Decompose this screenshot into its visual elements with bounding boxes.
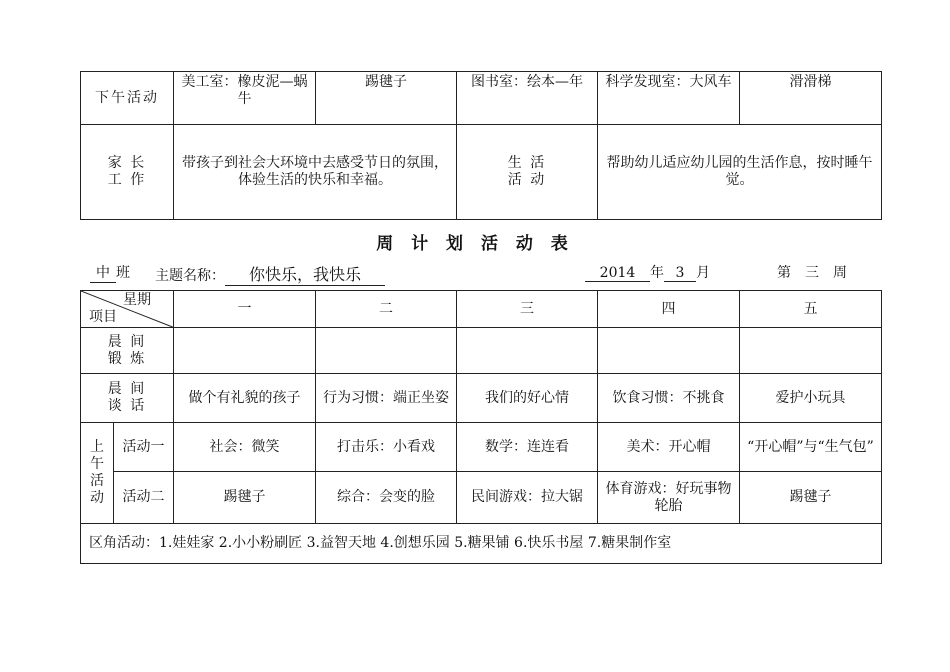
morning-talk-label-line1: 晨 间 <box>107 381 147 397</box>
afternoon-cell-wed: 图书室：绘本—年 <box>457 72 598 125</box>
class-name: 中 <box>90 262 116 283</box>
activity-one-thu: 美术：开心帽 <box>598 423 740 472</box>
afternoon-cell-mon: 美工室：橡皮泥—蜗牛 <box>174 72 316 125</box>
class-suffix: 班 <box>116 265 130 281</box>
corner-activities-text: 区角活动：1.娃娃家 2.小小粉刷匠 3.益智天地 4.创想乐园 5.糖果铺 6.快乐书屋 7.糖果制作室 <box>81 524 882 564</box>
activity-two-row <box>81 472 882 524</box>
parent-work-label-line2: 工 作 <box>107 172 147 188</box>
life-activity-label-line2: 活 动 <box>507 172 547 188</box>
month-unit: 月 <box>696 265 710 281</box>
exercise-cell-mon <box>174 328 316 374</box>
corner-cell <box>81 291 174 328</box>
weekly-plan-table <box>80 290 882 564</box>
morning-exercise-label <box>81 328 174 374</box>
talk-cell-thu: 饮食习惯：不挑食 <box>598 374 740 423</box>
afternoon-activity-label: 下午活动 <box>81 72 174 125</box>
afternoon-row <box>81 72 882 125</box>
morning-talk-label <box>81 374 174 423</box>
life-activity-label-line1: 生 活 <box>507 155 547 171</box>
morning-exercise-row <box>81 328 882 374</box>
morning-activity-char-1: 上 <box>90 439 104 455</box>
activity-two-thu: 体育游戏：好玩事物轮胎 <box>598 472 740 524</box>
activity-one-mon: 社会：微笑 <box>174 423 316 472</box>
year-unit: 年 <box>650 265 664 281</box>
day-fri: 五 <box>740 291 882 328</box>
talk-cell-wed: 我们的好心情 <box>457 374 598 423</box>
theme-info <box>155 262 385 286</box>
exercise-cell-tue <box>316 328 457 374</box>
exercise-cell-wed <box>457 328 598 374</box>
morning-activity-char-4: 动 <box>90 490 104 506</box>
month-value: 3 <box>664 265 696 282</box>
morning-talk-label-line2: 谈 话 <box>107 398 147 414</box>
life-activity-label <box>457 125 598 220</box>
parent-life-row <box>81 125 882 220</box>
corner-activities-row <box>81 524 882 564</box>
theme-name: 你快乐，我快乐 <box>225 262 385 286</box>
morning-activity-char-2: 午 <box>90 456 104 472</box>
theme-label: 主题名称： <box>155 268 225 284</box>
activity-two-fri: 踢毽子 <box>740 472 882 524</box>
day-mon: 一 <box>174 291 316 328</box>
activity-one-row <box>81 423 882 472</box>
morning-activity-label <box>81 423 114 524</box>
week-info: 第 三 周 <box>777 265 847 281</box>
date-info <box>585 262 710 282</box>
day-tue: 二 <box>316 291 457 328</box>
talk-cell-mon: 做个有礼貌的孩子 <box>174 374 316 423</box>
morning-exercise-label-line2: 锻 炼 <box>107 350 147 367</box>
year-value: 2014 <box>585 265 650 282</box>
activity-two-label: 活动二 <box>114 472 174 524</box>
afternoon-cell-tue: 踢毽子 <box>316 72 457 125</box>
parent-work-text: 带孩子到社会大环境中去感受节日的氛围，体验生活的快乐和幸福。 <box>174 125 457 220</box>
weekday-header: 星期 <box>123 292 151 308</box>
activity-two-wed: 民间游戏：拉大锯 <box>457 472 598 524</box>
exercise-cell-fri <box>740 328 882 374</box>
activity-one-wed: 数学：连连看 <box>457 423 598 472</box>
activity-one-label: 活动一 <box>114 423 174 472</box>
parent-work-label <box>81 125 174 220</box>
morning-talk-row <box>81 374 882 423</box>
class-info <box>90 262 130 283</box>
talk-cell-tue: 行为习惯：端正坐姿 <box>316 374 457 423</box>
talk-cell-fri: 爱护小玩具 <box>740 374 882 423</box>
exercise-cell-thu <box>598 328 740 374</box>
afternoon-cell-thu: 科学发现室：大风车 <box>598 72 740 125</box>
activity-one-tue: 打击乐：小看戏 <box>316 423 457 472</box>
life-activity-text: 帮助幼儿适应幼儿园的生活作息，按时睡午觉。 <box>598 125 882 220</box>
parent-work-label-line1: 家 长 <box>107 155 147 171</box>
afternoon-cell-fri: 滑滑梯 <box>740 72 882 125</box>
activity-one-fri: “开心帽”与“生气包” <box>740 423 882 472</box>
page-title: 周 计 划 活 动 表 <box>376 234 574 254</box>
morning-activity-char-3: 活 <box>90 473 104 489</box>
day-thu: 四 <box>598 291 740 328</box>
activity-two-mon: 踢毽子 <box>174 472 316 524</box>
item-header: 项目 <box>89 309 117 325</box>
header-row <box>81 291 882 328</box>
day-wed: 三 <box>457 291 598 328</box>
afternoon-parent-table <box>80 71 882 220</box>
activity-two-tue: 综合：会变的脸 <box>316 472 457 524</box>
morning-exercise-label-line1: 晨 间 <box>107 333 147 350</box>
